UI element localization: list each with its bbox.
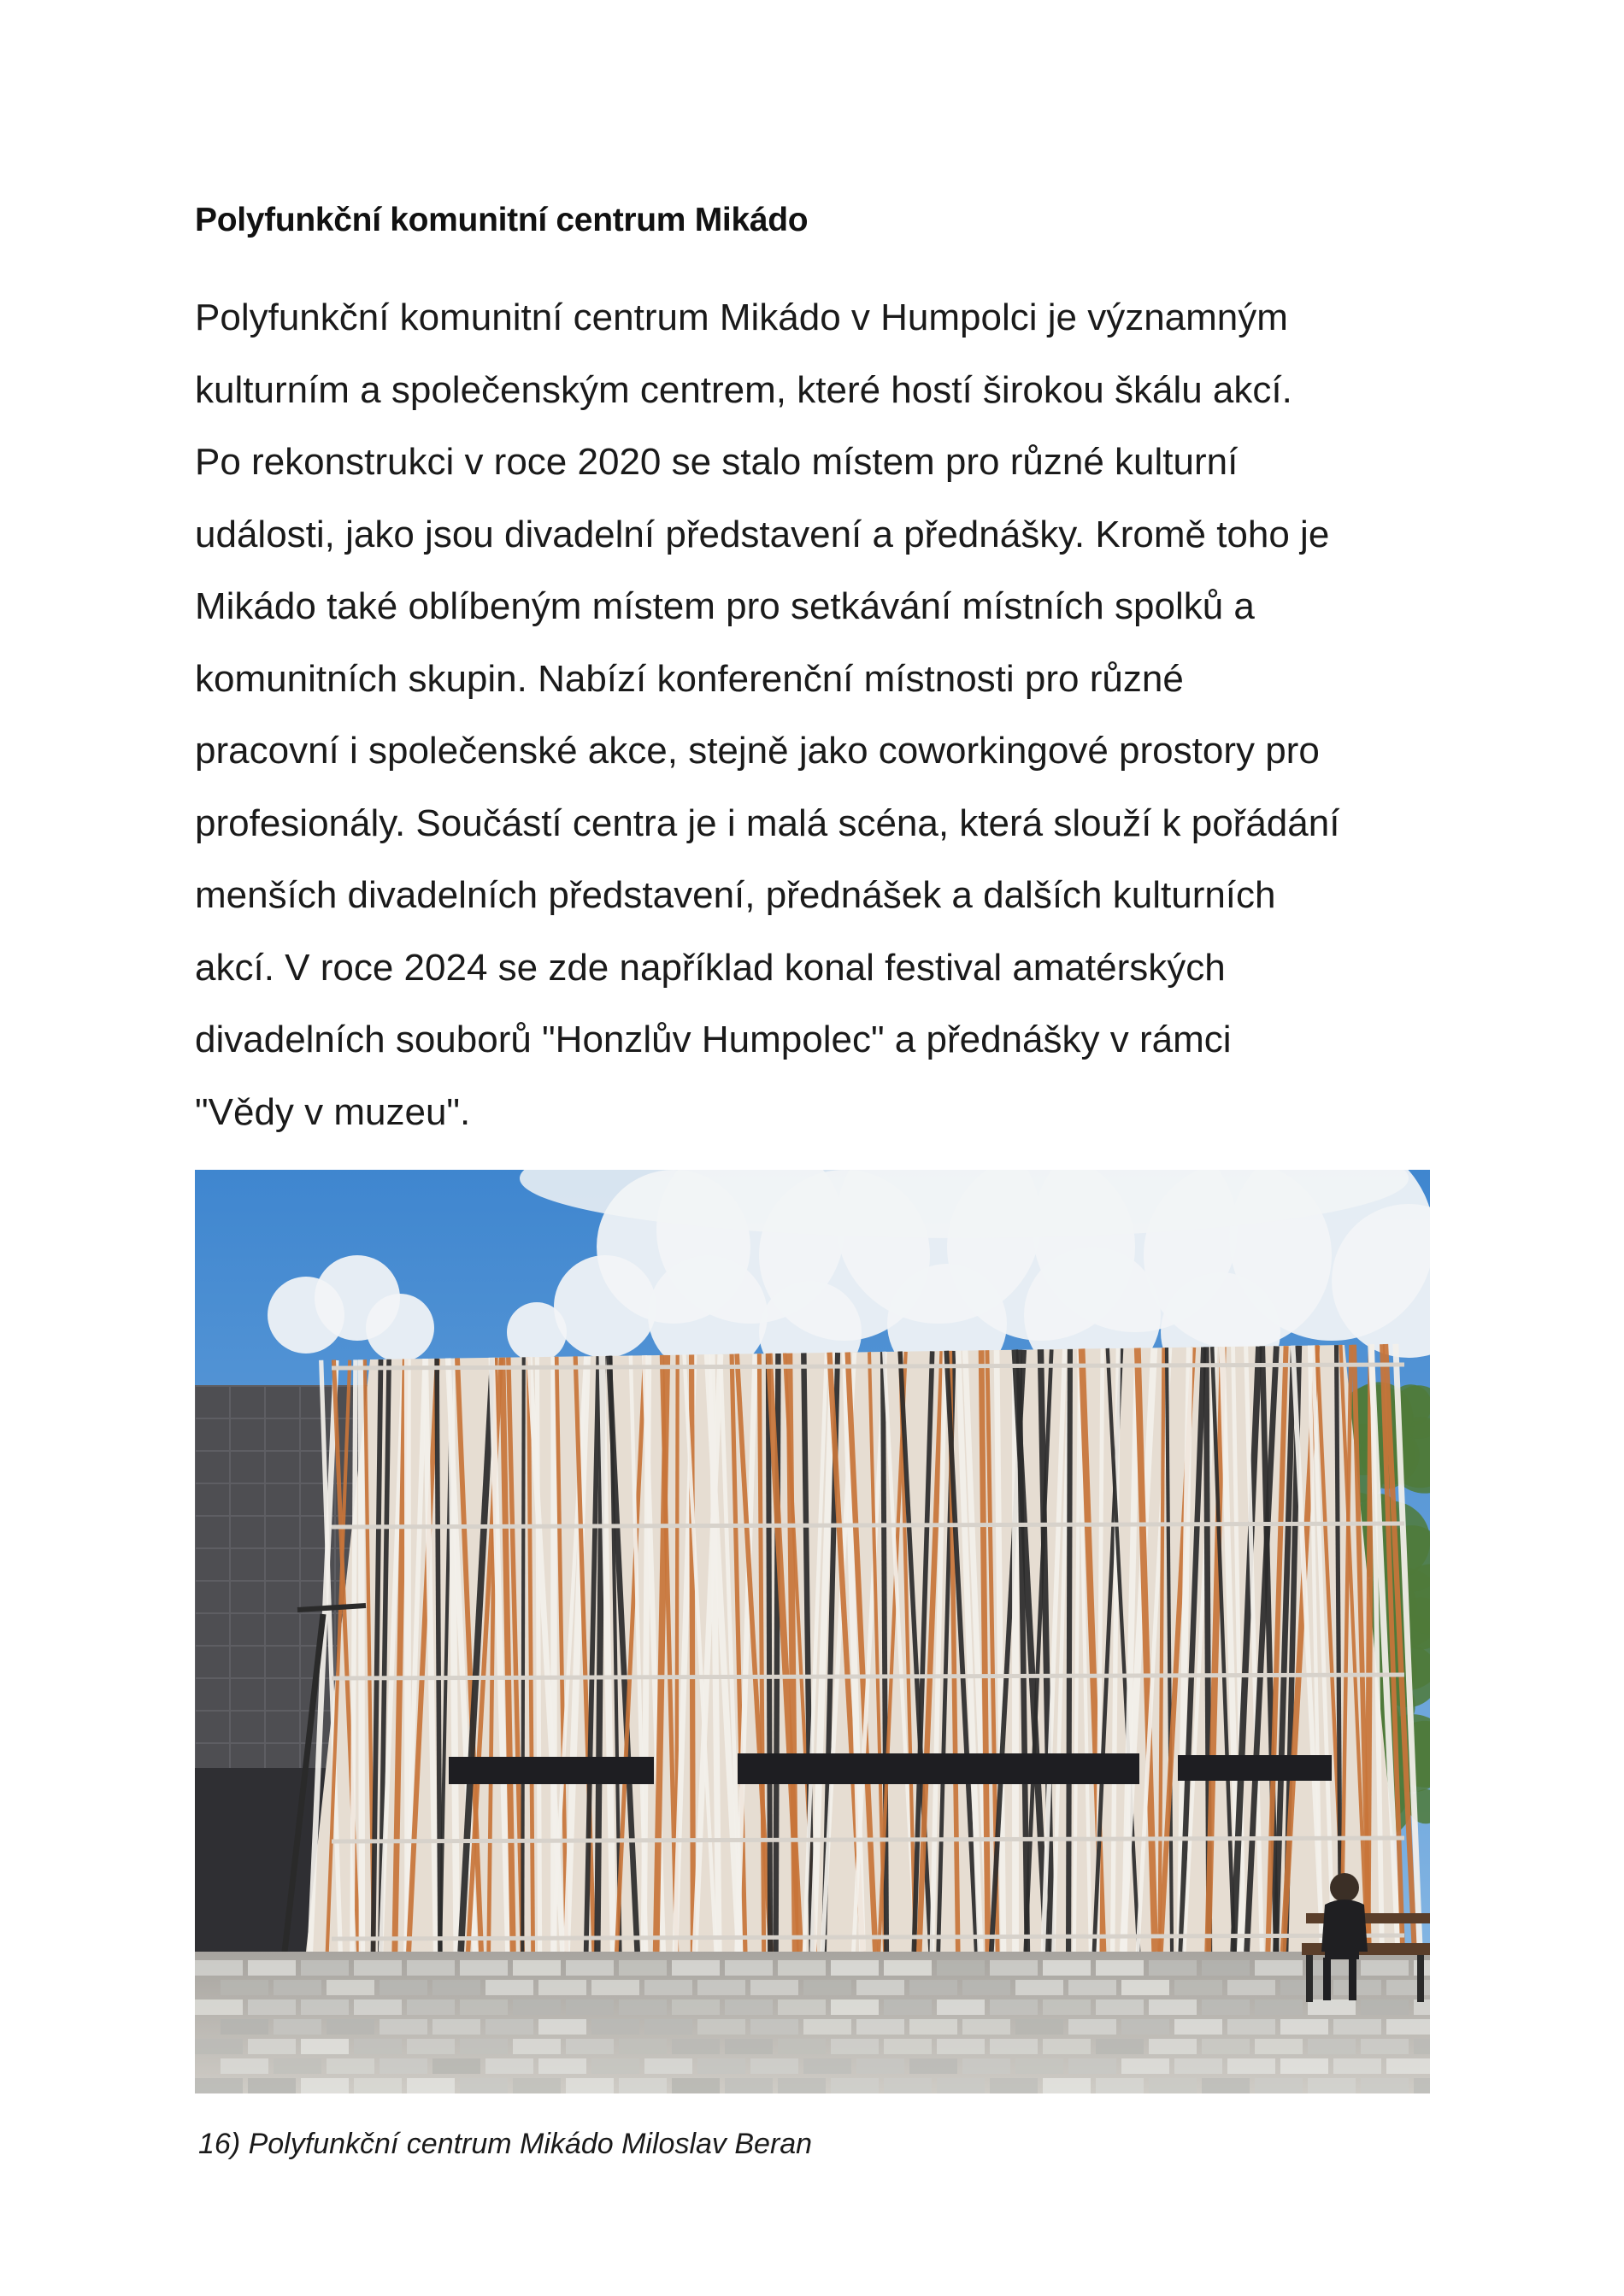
paragraph-line: Mikádo také oblíbeným místem pro setkávání místních spolků a xyxy=(195,585,1255,627)
pavement-tiles xyxy=(195,1960,1430,2093)
paragraph-line: události, jako jsou divadelní představení a přednášky. Kromě toho je xyxy=(195,513,1330,555)
paragraph-line: Po rekonstrukci v roce 2020 se stalo místem pro různé kulturní xyxy=(195,441,1239,483)
paragraph-line: profesionály. Součástí centra je i malá scéna, která slouží k pořádání xyxy=(195,802,1340,844)
facade-window-right xyxy=(1178,1755,1332,1781)
body-paragraph xyxy=(195,282,1443,1148)
facade-window-center xyxy=(738,1753,1139,1784)
photo-illustration xyxy=(195,1170,1430,2093)
building-facade-photo xyxy=(195,1170,1430,2093)
paragraph-line: divadelních souborů "Honzlův Humpolec" a přednášky v rámci xyxy=(195,1019,1232,1060)
paragraph-line: kulturním a společenským centrem, které hostí širokou škálu akcí. xyxy=(195,368,1292,411)
paragraph-line: akcí. V roce 2024 se zde například konal festival amatérských xyxy=(195,946,1226,989)
paragraph-line: komunitních skupin. Nabízí konferenční místnosti pro různé xyxy=(195,657,1184,700)
figure-caption: 16) Polyfunkční centrum Mikádo Miloslav Beran xyxy=(198,2128,813,2160)
paragraph-line: Polyfunkční komunitní centrum Mikádo v Humpolci je významným xyxy=(195,297,1288,338)
paragraph-line: "Vědy v muzeu". xyxy=(195,1090,471,1133)
section-heading: Polyfunkční komunitní centrum Mikádo xyxy=(195,202,809,238)
paragraph-line: pracovní i společenské akce, stejně jako coworkingové prostory pro xyxy=(195,730,1320,772)
paragraph-line: menších divadelních představení, přednášek a dalších kulturních xyxy=(195,874,1276,916)
facade-window-left xyxy=(449,1757,654,1784)
